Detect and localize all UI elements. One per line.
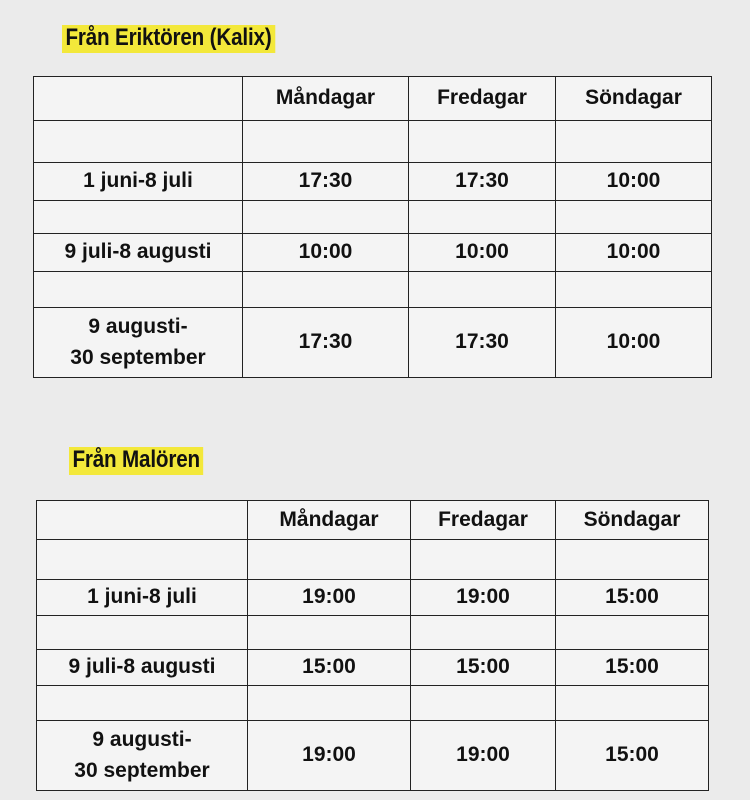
time-cell-sundays: 10:00 [556,163,712,201]
time-cell-fridays: 10:00 [409,234,556,272]
time-cell-mondays: 19:00 [248,721,411,791]
period-line-2: 30 september [74,758,210,782]
spacer-row [34,121,712,163]
time-cell-mondays: 17:30 [243,308,409,378]
corner-cell [34,77,243,121]
section-title-maloren: Från Malören [69,447,203,475]
section-title-erikoren: Från Eriktören (Kalix) [62,25,275,53]
header-mondays: Måndagar [248,501,411,540]
spacer-row [37,540,709,580]
schedule-table-maloren [36,500,709,791]
period-cell [37,721,248,791]
header-sundays: Söndagar [556,77,712,121]
table-row [37,580,709,616]
period-cell: 9 juli-8 augusti [37,650,248,686]
period-cell: 9 juli-8 augusti [34,234,243,272]
period-line-1: 9 augusti- [92,728,192,752]
time-cell-fridays: 15:00 [411,650,556,686]
time-cell-fridays: 19:00 [411,721,556,791]
period-cell [34,308,243,378]
period-cell: 1 juni-8 juli [37,580,248,616]
corner-cell [37,501,248,540]
table-row [34,163,712,201]
header-row [34,77,712,121]
time-cell-mondays: 15:00 [248,650,411,686]
period-line-1: 9 augusti- [88,315,188,339]
time-cell-mondays: 10:00 [243,234,409,272]
schedule-table-erikoren [33,76,712,378]
time-cell-fridays: 19:00 [411,580,556,616]
period-cell: 1 juni-8 juli [34,163,243,201]
header-fridays: Fredagar [409,77,556,121]
spacer-row [34,201,712,234]
time-cell-fridays: 17:30 [409,308,556,378]
period-line-2: 30 september [70,345,206,369]
table-row [37,721,709,791]
time-cell-sundays: 10:00 [556,234,712,272]
header-mondays: Måndagar [243,77,409,121]
time-cell-mondays: 17:30 [243,163,409,201]
spacer-row [37,686,709,721]
table-row [34,234,712,272]
time-cell-fridays: 17:30 [409,163,556,201]
spacer-row [37,616,709,650]
time-cell-sundays: 15:00 [556,721,709,791]
time-cell-mondays: 19:00 [248,580,411,616]
header-row [37,501,709,540]
header-fridays: Fredagar [411,501,556,540]
time-cell-sundays: 15:00 [556,650,709,686]
time-cell-sundays: 10:00 [556,308,712,378]
table-row [34,308,712,378]
table-row [37,650,709,686]
header-sundays: Söndagar [556,501,709,540]
time-cell-sundays: 15:00 [556,580,709,616]
spacer-row [34,272,712,308]
